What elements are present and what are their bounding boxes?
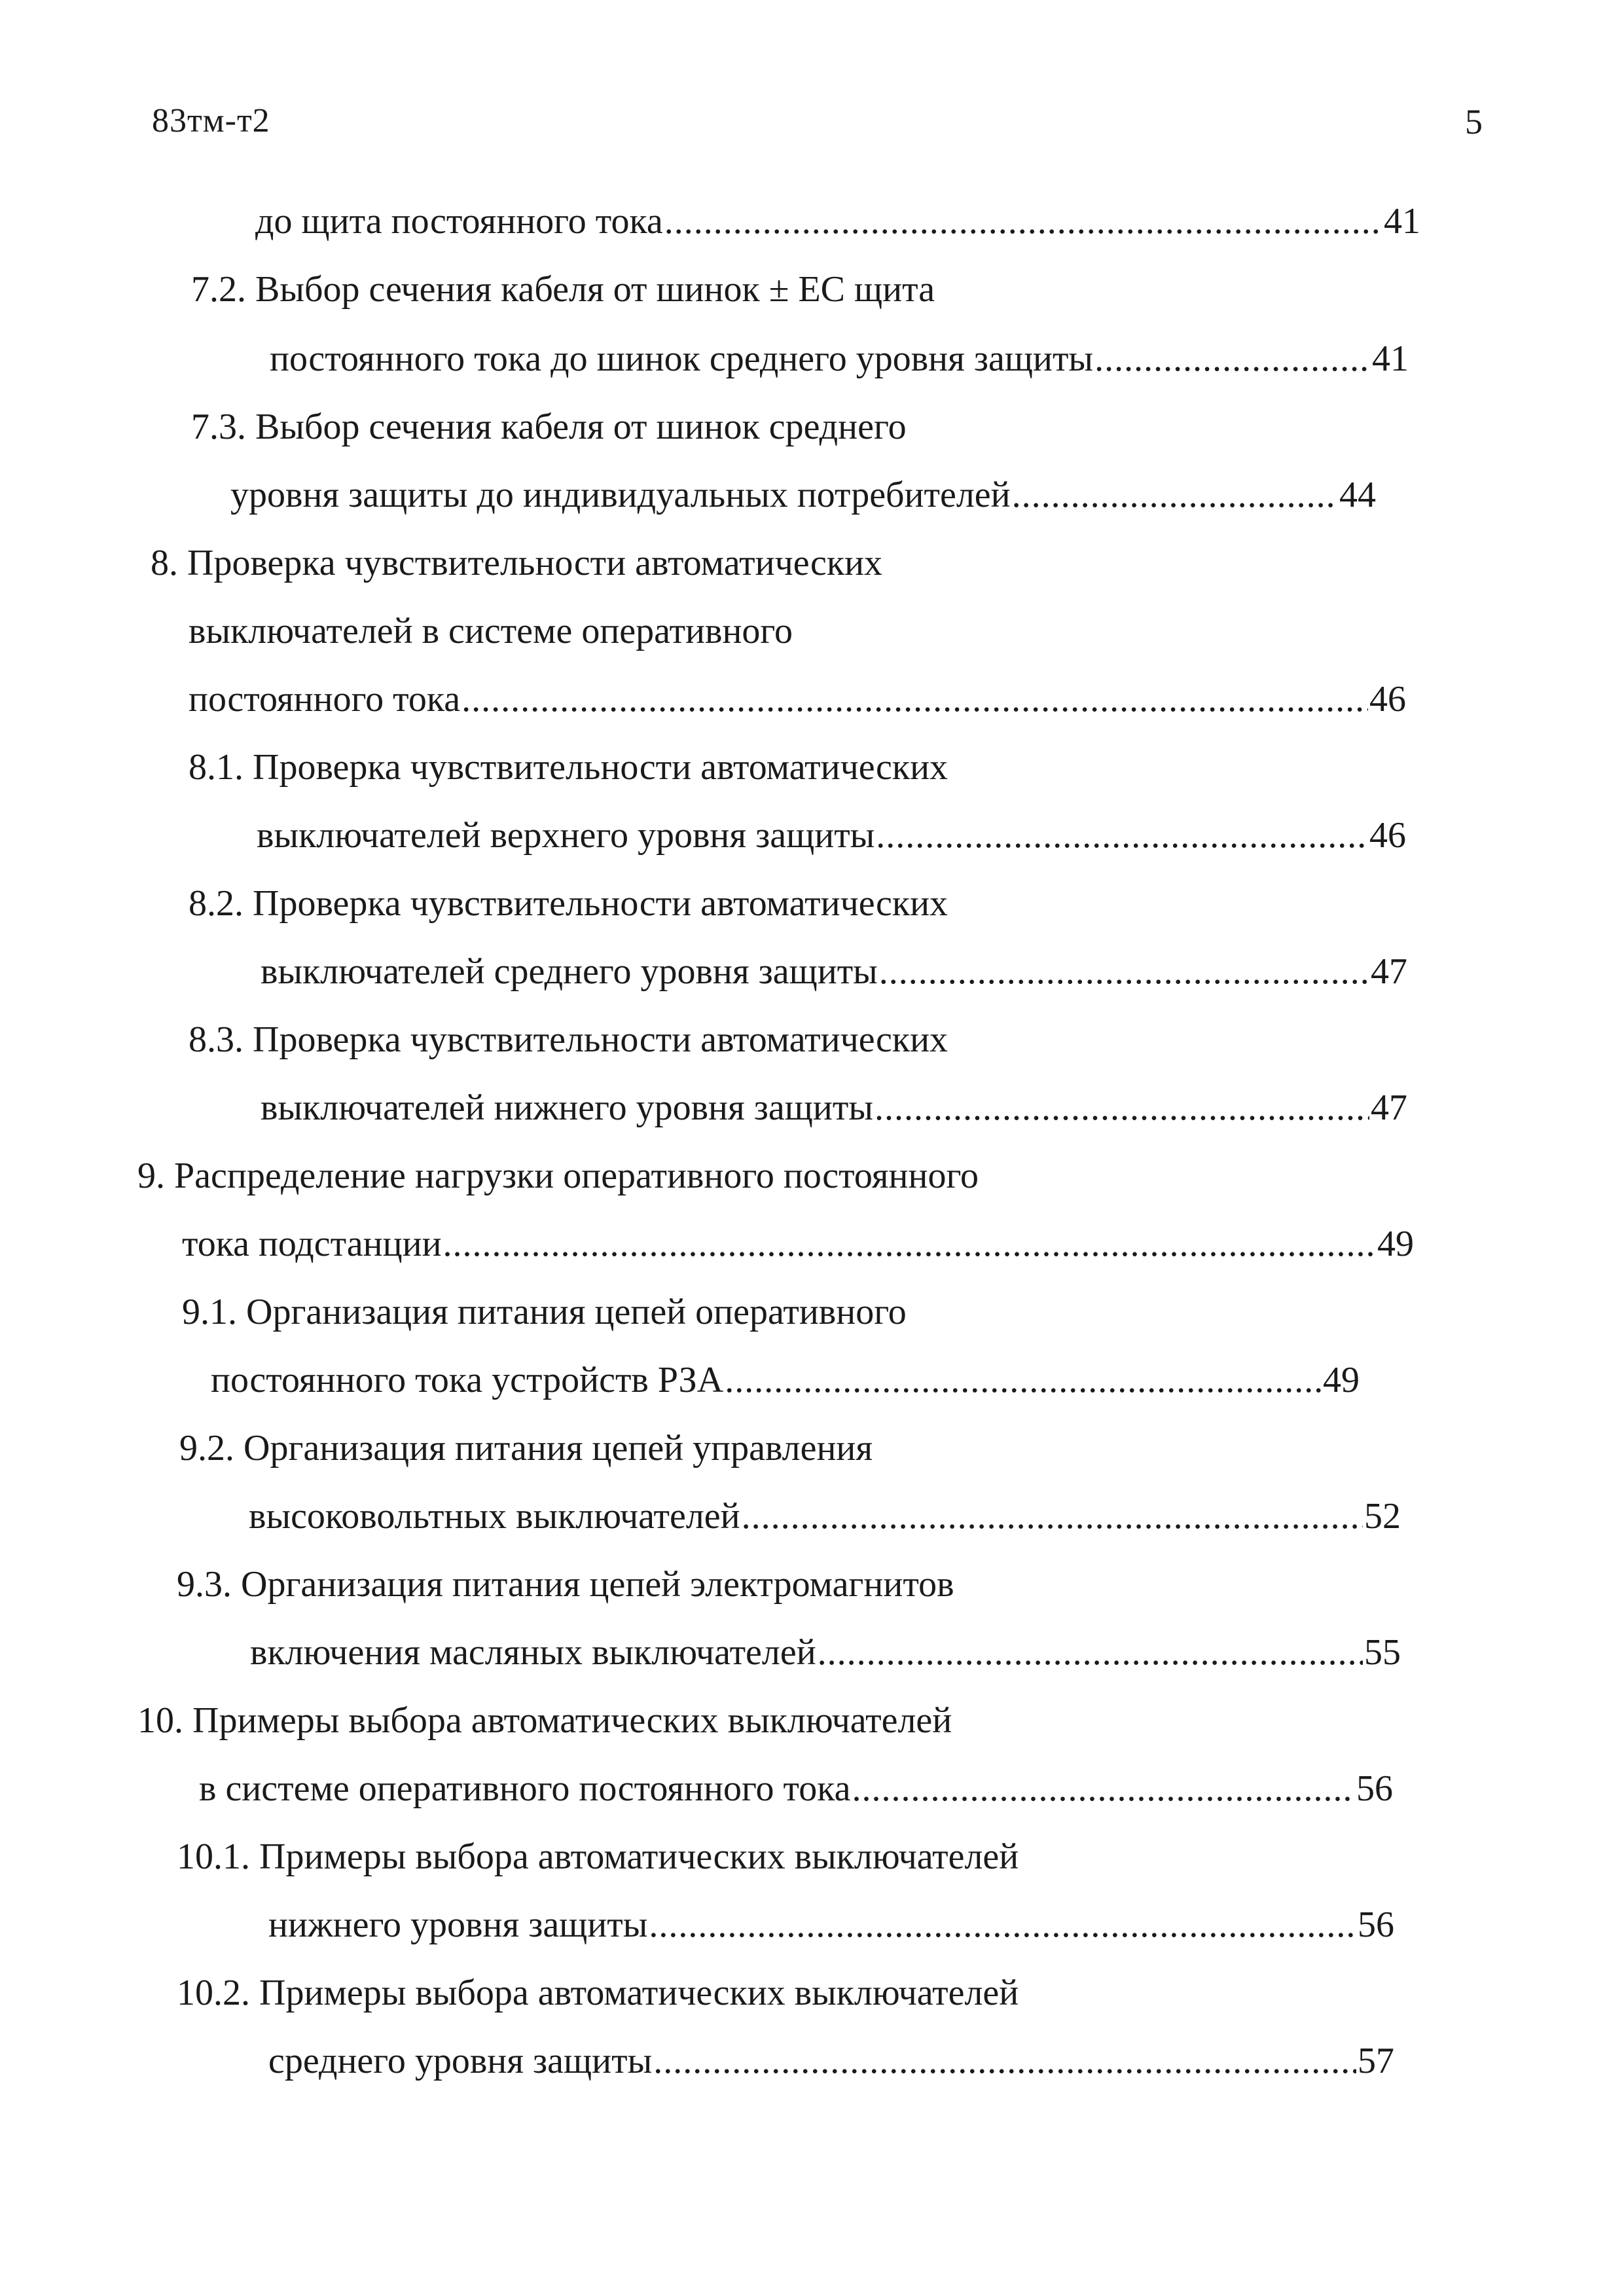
toc-entry-text: до щита постоянного тока xyxy=(255,201,663,242)
toc-entry-text: 8.2. Проверка чувствительности автоматических xyxy=(189,883,948,924)
toc-entry xyxy=(270,333,1409,385)
toc-entry-text: высоковольтных выключателей xyxy=(249,1496,740,1537)
toc-heading xyxy=(179,1422,873,1474)
toc-entry xyxy=(250,1626,1401,1679)
toc-heading xyxy=(177,1558,954,1611)
toc-entry xyxy=(268,1899,1394,1951)
toc-entry-text: уровня защиты до индивидуальных потребителей xyxy=(230,475,1011,515)
toc-entry-text: 8. Проверка чувствительности автоматических xyxy=(151,543,883,583)
toc-entry xyxy=(261,1082,1407,1134)
toc-entry-text: 9.3. Организация питания цепей электромагнитов xyxy=(177,1564,954,1605)
toc-entry-page: 55 xyxy=(1364,1632,1401,1673)
toc-entry-text: тока подстанции xyxy=(182,1224,442,1264)
toc-heading xyxy=(137,1694,952,1747)
toc-leader-dots xyxy=(1094,333,1371,385)
toc-heading xyxy=(137,1150,979,1202)
toc-leader-dots xyxy=(653,2035,1356,2087)
toc-entry-page: 46 xyxy=(1369,815,1406,856)
toc-entry-text: постоянного тока xyxy=(189,679,461,720)
toc-entry-page: 46 xyxy=(1369,679,1406,720)
toc-entry-text: 10.2. Примеры выбора автоматических выключателей xyxy=(177,1973,1019,2013)
page-number: 5 xyxy=(1465,102,1483,141)
toc-entry-page: 41 xyxy=(1384,201,1420,242)
toc-entry-page: 52 xyxy=(1364,1496,1401,1537)
toc-entry-text: постоянного тока до шинок среднего уровня защиты xyxy=(270,338,1094,379)
toc-entry-text: включения масляных выключателей xyxy=(250,1632,816,1673)
toc-entry xyxy=(230,469,1376,521)
toc-leader-dots xyxy=(1012,469,1338,521)
toc-heading xyxy=(189,605,793,657)
toc-heading xyxy=(189,1013,948,1066)
toc-leader-dots xyxy=(879,945,1369,998)
toc-entry-text: 9.2. Организация питания цепей управления xyxy=(179,1428,873,1468)
toc-heading xyxy=(177,1831,1019,1883)
toc-entry xyxy=(249,1490,1401,1542)
toc-heading xyxy=(182,1286,907,1338)
toc-entry-page: 44 xyxy=(1339,475,1376,515)
toc-entry-text: 9. Распределение нагрузки оперативного постоянного xyxy=(137,1156,979,1196)
toc-entry-text: постоянного тока устройств РЗА xyxy=(211,1360,724,1400)
toc-entry-page: 49 xyxy=(1377,1224,1414,1264)
toc-leader-dots xyxy=(852,1762,1355,1815)
toc-heading xyxy=(189,741,948,793)
toc-entry-text: 8.1. Проверка чувствительности автоматических xyxy=(189,747,948,788)
toc-entry-text: в системе оперативного постоянного тока xyxy=(199,1768,851,1809)
toc-entry xyxy=(199,1762,1393,1815)
toc-entry-page: 56 xyxy=(1358,1904,1394,1945)
toc-leader-dots xyxy=(875,1082,1369,1134)
toc-entry xyxy=(255,195,1420,247)
toc-entry-text: выключателей в системе оперативного xyxy=(189,611,793,651)
toc-heading xyxy=(151,537,882,589)
toc-heading xyxy=(177,1967,1019,2019)
toc-leader-dots xyxy=(461,673,1368,725)
toc-leader-dots xyxy=(725,1354,1322,1406)
toc-entry-text: 7.2. Выбор сечения кабеля от шинок ± ЕС щита xyxy=(191,269,935,310)
toc-entry xyxy=(268,2035,1394,2087)
toc-entry xyxy=(257,809,1406,862)
toc-leader-dots xyxy=(649,1899,1356,1951)
toc-heading xyxy=(189,877,948,930)
toc-entry-text: 7.3. Выбор сечения кабеля от шинок среднего xyxy=(191,407,907,447)
toc-entry-text: выключателей среднего уровня защиты xyxy=(261,951,878,992)
toc-entry-page: 56 xyxy=(1356,1768,1393,1809)
toc-entry xyxy=(182,1218,1414,1270)
toc-entry-text: выключателей нижнего уровня защиты xyxy=(261,1087,873,1128)
toc-leader-dots xyxy=(664,195,1382,247)
toc-entry-text: 9.1. Организация питания цепей оперативного xyxy=(182,1292,907,1332)
toc-leader-dots xyxy=(443,1218,1376,1270)
toc-entry xyxy=(261,945,1407,998)
toc-entry-text: выключателей верхнего уровня защиты xyxy=(257,815,875,856)
toc-heading xyxy=(191,263,935,316)
toc-leader-dots xyxy=(742,1490,1363,1542)
toc-entry-text: нижнего уровня защиты xyxy=(268,1904,648,1945)
toc-entry-page: 47 xyxy=(1371,951,1407,992)
toc-entry-text: среднего уровня защиты xyxy=(268,2041,653,2081)
toc-heading xyxy=(191,401,907,453)
toc-leader-dots xyxy=(876,809,1368,862)
toc-entry-page: 41 xyxy=(1372,338,1409,379)
toc-entry-page: 47 xyxy=(1371,1087,1407,1128)
toc-entry-page: 57 xyxy=(1358,2041,1394,2081)
toc-entry-page: 49 xyxy=(1323,1360,1360,1400)
toc-entry xyxy=(189,673,1406,725)
toc-leader-dots xyxy=(818,1626,1363,1679)
toc-entry-text: 8.3. Проверка чувствительности автоматических xyxy=(189,1019,948,1060)
document-code: 83тм-т2 xyxy=(152,102,270,139)
toc-entry-text: 10. Примеры выбора автоматических выключателей xyxy=(137,1700,952,1741)
toc-entry-text: 10.1. Примеры выбора автоматических выключателей xyxy=(177,1836,1019,1877)
toc-entry xyxy=(211,1354,1360,1406)
